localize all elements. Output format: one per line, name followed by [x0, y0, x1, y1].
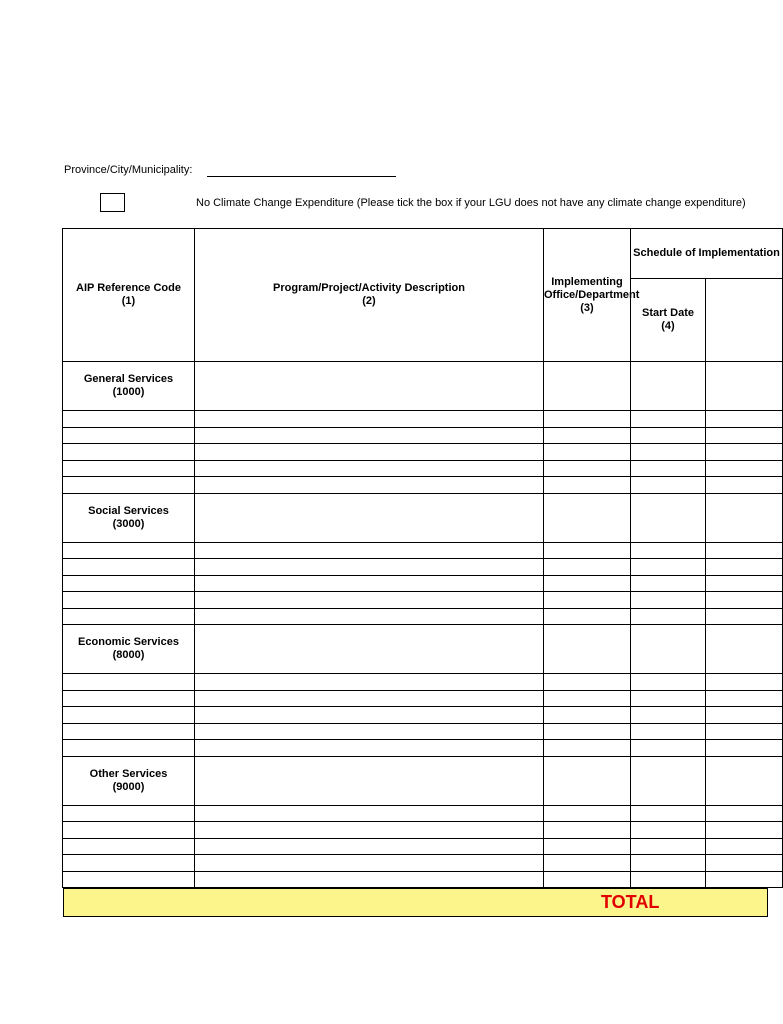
table-cell[interactable]	[631, 592, 706, 609]
aip-table	[62, 228, 783, 888]
table-cell[interactable]	[631, 871, 706, 888]
table-cell[interactable]	[63, 608, 195, 625]
table-cell[interactable]	[706, 674, 783, 691]
table-cell[interactable]	[63, 542, 195, 559]
table-cell[interactable]	[195, 608, 544, 625]
table-cell[interactable]	[706, 855, 783, 872]
table-cell[interactable]	[631, 805, 706, 822]
table-cell[interactable]	[63, 740, 195, 757]
table-cell[interactable]	[544, 822, 631, 839]
table-row	[63, 592, 783, 609]
table-cell[interactable]	[195, 493, 544, 542]
table-cell[interactable]	[631, 838, 706, 855]
table-cell[interactable]	[195, 477, 544, 494]
table-cell[interactable]	[63, 723, 195, 740]
table-cell[interactable]	[631, 575, 706, 592]
table-cell[interactable]	[706, 493, 783, 542]
table-cell[interactable]	[195, 592, 544, 609]
column-header-label: Implementing Office/Department	[544, 275, 640, 301]
table-cell[interactable]	[195, 740, 544, 757]
table-cell[interactable]	[195, 756, 544, 805]
table-row	[63, 444, 783, 461]
table-row	[63, 559, 783, 576]
table-row	[63, 805, 783, 822]
table-cell[interactable]	[706, 444, 783, 461]
column-header-number: (4)	[661, 320, 675, 332]
table-cell[interactable]	[195, 559, 544, 576]
table-cell[interactable]	[63, 592, 195, 609]
table-cell[interactable]	[706, 740, 783, 757]
table-cell[interactable]	[706, 690, 783, 707]
table-cell[interactable]	[544, 740, 631, 757]
table-row	[63, 575, 783, 592]
column-header-label: Program/Project/Activity Description	[273, 282, 465, 294]
table-cell[interactable]	[63, 690, 195, 707]
table-cell[interactable]	[706, 411, 783, 428]
table-cell[interactable]	[706, 625, 783, 674]
table-cell[interactable]	[195, 411, 544, 428]
column-header-end-date	[706, 279, 783, 362]
table-cell[interactable]	[631, 674, 706, 691]
section-row	[63, 756, 783, 805]
table-cell[interactable]	[544, 559, 631, 576]
table-row	[63, 871, 783, 888]
table-cell[interactable]	[631, 625, 706, 674]
table-cell[interactable]	[706, 756, 783, 805]
table-cell[interactable]	[544, 855, 631, 872]
table-cell[interactable]	[63, 674, 195, 691]
table-row	[63, 542, 783, 559]
table-cell[interactable]	[706, 592, 783, 609]
section-code: (3000)	[112, 517, 145, 530]
section-name: Economic Services	[78, 636, 179, 648]
table-cell[interactable]	[195, 855, 544, 872]
section-label	[63, 362, 195, 411]
table-cell[interactable]	[631, 756, 706, 805]
table-cell[interactable]	[195, 871, 544, 888]
table-cell[interactable]	[544, 477, 631, 494]
table-cell[interactable]	[544, 871, 631, 888]
table-row	[63, 707, 783, 724]
table-cell[interactable]	[544, 805, 631, 822]
table-cell[interactable]	[706, 608, 783, 625]
table-cell[interactable]	[706, 575, 783, 592]
section-name: Social Services	[88, 504, 169, 517]
section-label	[63, 493, 195, 542]
table-cell[interactable]	[706, 542, 783, 559]
table-cell[interactable]	[544, 838, 631, 855]
total-row	[63, 888, 768, 917]
no-climate-change-instruction: No Climate Change Expenditure (Please tick the box if your LGU does not have any climate change expenditure)	[196, 197, 746, 209]
table-cell[interactable]	[706, 362, 783, 411]
section-name: General Services	[83, 373, 174, 385]
section-name: Other Services	[89, 767, 168, 780]
table-cell[interactable]	[544, 493, 631, 542]
table-cell[interactable]	[631, 690, 706, 707]
table-cell[interactable]	[631, 855, 706, 872]
column-header-number: (2)	[362, 295, 376, 307]
section-row	[63, 362, 783, 411]
header-row	[63, 229, 783, 279]
table-cell[interactable]	[195, 690, 544, 707]
aip-table-viewport	[62, 228, 780, 920]
table-row	[63, 723, 783, 740]
table-cell[interactable]	[63, 559, 195, 576]
table-cell[interactable]	[706, 805, 783, 822]
table-cell[interactable]	[195, 542, 544, 559]
table-cell[interactable]	[631, 477, 706, 494]
table-cell[interactable]	[195, 362, 544, 411]
table-cell[interactable]	[706, 723, 783, 740]
table-cell[interactable]	[631, 411, 706, 428]
table-cell[interactable]	[631, 822, 706, 839]
column-header-label: AIP Reference Code	[76, 282, 181, 294]
table-row	[63, 674, 783, 691]
table-cell[interactable]	[195, 674, 544, 691]
table-cell[interactable]	[631, 723, 706, 740]
column-header-number: (3)	[580, 301, 594, 314]
table-cell[interactable]	[63, 805, 195, 822]
table-cell[interactable]	[544, 411, 631, 428]
total-label: TOTAL	[601, 892, 660, 912]
table-cell[interactable]	[195, 444, 544, 461]
column-header-label: Start Date	[642, 307, 694, 319]
section-code: (9000)	[112, 780, 145, 793]
column-header-schedule	[631, 229, 783, 279]
table-cell[interactable]	[63, 822, 195, 839]
section-row	[63, 493, 783, 542]
table-cell[interactable]	[706, 460, 783, 477]
table-cell[interactable]	[544, 707, 631, 724]
table-cell[interactable]	[706, 871, 783, 888]
table-row	[63, 822, 783, 839]
table-cell[interactable]	[195, 723, 544, 740]
column-header-start-date	[631, 279, 706, 362]
table-cell[interactable]	[63, 707, 195, 724]
table-cell[interactable]	[63, 575, 195, 592]
table-cell[interactable]	[544, 444, 631, 461]
table-cell[interactable]	[544, 625, 631, 674]
table-cell[interactable]	[544, 608, 631, 625]
table-cell[interactable]	[544, 362, 631, 411]
table-cell[interactable]	[195, 707, 544, 724]
table-cell[interactable]	[544, 427, 631, 444]
table-row	[63, 427, 783, 444]
table-cell[interactable]	[631, 444, 706, 461]
table-row	[63, 411, 783, 428]
table-cell[interactable]	[63, 427, 195, 444]
table-cell[interactable]	[63, 477, 195, 494]
table-row	[63, 608, 783, 625]
table-row	[63, 855, 783, 872]
province-input-line[interactable]	[207, 176, 396, 177]
table-cell[interactable]	[631, 362, 706, 411]
table-cell[interactable]	[63, 444, 195, 461]
table-cell[interactable]	[631, 460, 706, 477]
table-cell[interactable]	[631, 493, 706, 542]
column-header-number: (1)	[121, 295, 136, 307]
column-header-1	[63, 229, 195, 362]
table-cell[interactable]	[631, 542, 706, 559]
table-cell[interactable]	[63, 411, 195, 428]
table-cell[interactable]	[631, 608, 706, 625]
table-cell[interactable]	[195, 838, 544, 855]
no-climate-change-checkbox[interactable]	[100, 193, 125, 212]
table-cell[interactable]	[706, 559, 783, 576]
table-cell[interactable]	[706, 838, 783, 855]
table-cell[interactable]	[544, 575, 631, 592]
table-cell[interactable]	[544, 542, 631, 559]
table-cell[interactable]	[63, 855, 195, 872]
table-row	[63, 690, 783, 707]
table-cell[interactable]	[195, 822, 544, 839]
table-cell[interactable]	[544, 592, 631, 609]
table-row	[63, 460, 783, 477]
table-row	[63, 838, 783, 855]
table-cell[interactable]	[63, 838, 195, 855]
table-cell[interactable]	[195, 575, 544, 592]
column-header-2	[195, 229, 544, 362]
table-cell[interactable]	[63, 871, 195, 888]
column-header-label: Schedule of Implementation	[633, 247, 780, 259]
table-cell[interactable]	[706, 477, 783, 494]
table-cell[interactable]	[544, 756, 631, 805]
table-cell[interactable]	[195, 805, 544, 822]
province-city-municipality-label: Province/City/Municipality:	[64, 164, 193, 176]
section-code: (1000)	[112, 386, 145, 398]
table-row	[63, 740, 783, 757]
table-cell[interactable]	[631, 707, 706, 724]
table-row	[63, 477, 783, 494]
table-cell[interactable]	[195, 625, 544, 674]
section-code: (8000)	[112, 649, 145, 661]
table-cell[interactable]	[195, 427, 544, 444]
table-cell[interactable]	[706, 707, 783, 724]
table-cell[interactable]	[631, 559, 706, 576]
table-cell[interactable]	[631, 427, 706, 444]
table-cell[interactable]	[706, 427, 783, 444]
table-cell[interactable]	[631, 740, 706, 757]
section-label	[63, 625, 195, 674]
table-cell[interactable]	[706, 822, 783, 839]
section-row	[63, 625, 783, 674]
table-cell[interactable]	[544, 460, 631, 477]
table-cell[interactable]	[63, 460, 195, 477]
table-cell[interactable]	[544, 723, 631, 740]
table-cell[interactable]	[195, 460, 544, 477]
column-header-3	[544, 229, 640, 362]
table-cell[interactable]	[544, 690, 631, 707]
table-cell[interactable]	[544, 674, 631, 691]
section-label	[63, 756, 195, 805]
